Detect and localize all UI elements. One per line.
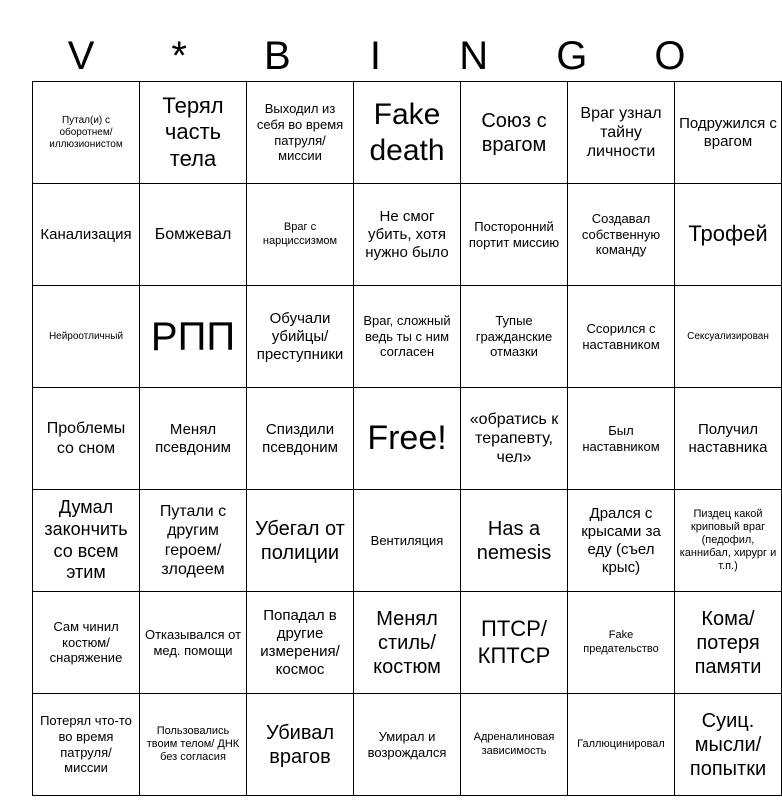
bingo-cell: Вентиляция	[354, 490, 461, 592]
bingo-cell: Пользовались твоим телом/ ДНК без согласия	[140, 694, 247, 796]
bingo-cell: Дрался с крысами за еду (съел крыс)	[568, 490, 675, 592]
bingo-cell: Враг узнал тайну личности	[568, 82, 675, 184]
bingo-cell: Трофей	[675, 184, 782, 286]
board-row	[33, 490, 782, 592]
board-row	[33, 184, 782, 286]
bingo-cell: Подружился с врагом	[675, 82, 782, 184]
bingo-cell: Думал закончить со всем этим	[33, 490, 140, 592]
bingo-cell: Потерял что-то во время патруля/ миссии	[33, 694, 140, 796]
bingo-cell: Убивал врагов	[247, 694, 354, 796]
bingo-cell: Бомжевал	[140, 184, 247, 286]
bingo-cell: Галлюцинировал	[568, 694, 675, 796]
bingo-cell: Убегал от полиции	[247, 490, 354, 592]
bingo-cell: Попадал в другие измерения/ космос	[247, 592, 354, 694]
bingo-cell: Спиздили псевдоним	[247, 388, 354, 490]
bingo-cell: Кома/ потеря памяти	[675, 592, 782, 694]
bingo-cell: Адреналиновая зависимость	[461, 694, 568, 796]
bingo-cell: Выходил из себя во время патруля/ миссии	[247, 82, 354, 184]
bingo-cell: Терял часть тела	[140, 82, 247, 184]
bingo-cell: Посторонний портит миссию	[461, 184, 568, 286]
bingo-cell: Союз с врагом	[461, 82, 568, 184]
bingo-cell: Сам чинил костюм/ снаряжение	[33, 592, 140, 694]
bingo-cell: «обратись к терапевту, чел»	[461, 388, 568, 490]
header-letter-6: G	[556, 34, 588, 78]
bingo-cell: Враг, сложный ведь ты с ним согласен	[354, 286, 461, 388]
bingo-cell: Путал(и) с оборотнем/ иллюзионистом	[33, 82, 140, 184]
bingo-cell: Умирал и возрождался	[354, 694, 461, 796]
board-row	[33, 592, 782, 694]
bingo-cell: Fake death	[354, 82, 461, 184]
bingo-cell: Has a nemesis	[461, 490, 568, 592]
bingo-cell: Получил наставника	[675, 388, 782, 490]
bingo-cell: Суиц. мысли/ попытки	[675, 694, 782, 796]
bingo-cell: Ссорился с наставником	[568, 286, 675, 388]
bingo-cell: РПП	[140, 286, 247, 388]
free-space-cell: Free!	[354, 388, 461, 490]
board-row	[33, 694, 782, 796]
bingo-cell: Fake предательство	[568, 592, 675, 694]
bingo-cell: Нейроотличный	[33, 286, 140, 388]
board-row	[33, 82, 782, 184]
board-row	[33, 388, 782, 490]
bingo-cell: Сексуализирован	[675, 286, 782, 388]
header-letter-1: V	[67, 34, 95, 78]
bingo-cell: Обучали убийцы/ преступники	[247, 286, 354, 388]
board-row	[33, 286, 782, 388]
header-letter-7: O	[654, 34, 686, 78]
bingo-cell: Путали с другим героем/ злодеем	[140, 490, 247, 592]
header-letter-5: N	[459, 34, 489, 78]
bingo-cell: Менял псевдоним	[140, 388, 247, 490]
bingo-cell: Менял стиль/ костюм	[354, 592, 461, 694]
bingo-cell: Отказывался от мед. помощи	[140, 592, 247, 694]
bingo-cell: Не смог убить, хотя нужно было	[354, 184, 461, 286]
bingo-cell: ПТСР/ КПТСР	[461, 592, 568, 694]
bingo-board	[32, 81, 782, 796]
bingo-cell: Тупые гражданские отмазки	[461, 286, 568, 388]
bingo-cell: Пиздец какой криповый враг (педофил, каннибал, хирург и т.п.)	[675, 490, 782, 592]
bingo-cell: Создавал собственную команду	[568, 184, 675, 286]
header-letter-3: B	[264, 34, 291, 78]
bingo-cell: Проблемы со сном	[33, 388, 140, 490]
bingo-cell: Враг с нарциссизмом	[247, 184, 354, 286]
header-letter-4: I	[369, 34, 382, 78]
header-letter-2: *	[171, 34, 187, 78]
bingo-header	[32, 30, 719, 82]
bingo-cell: Канализация	[33, 184, 140, 286]
bingo-cell: Был наставником	[568, 388, 675, 490]
